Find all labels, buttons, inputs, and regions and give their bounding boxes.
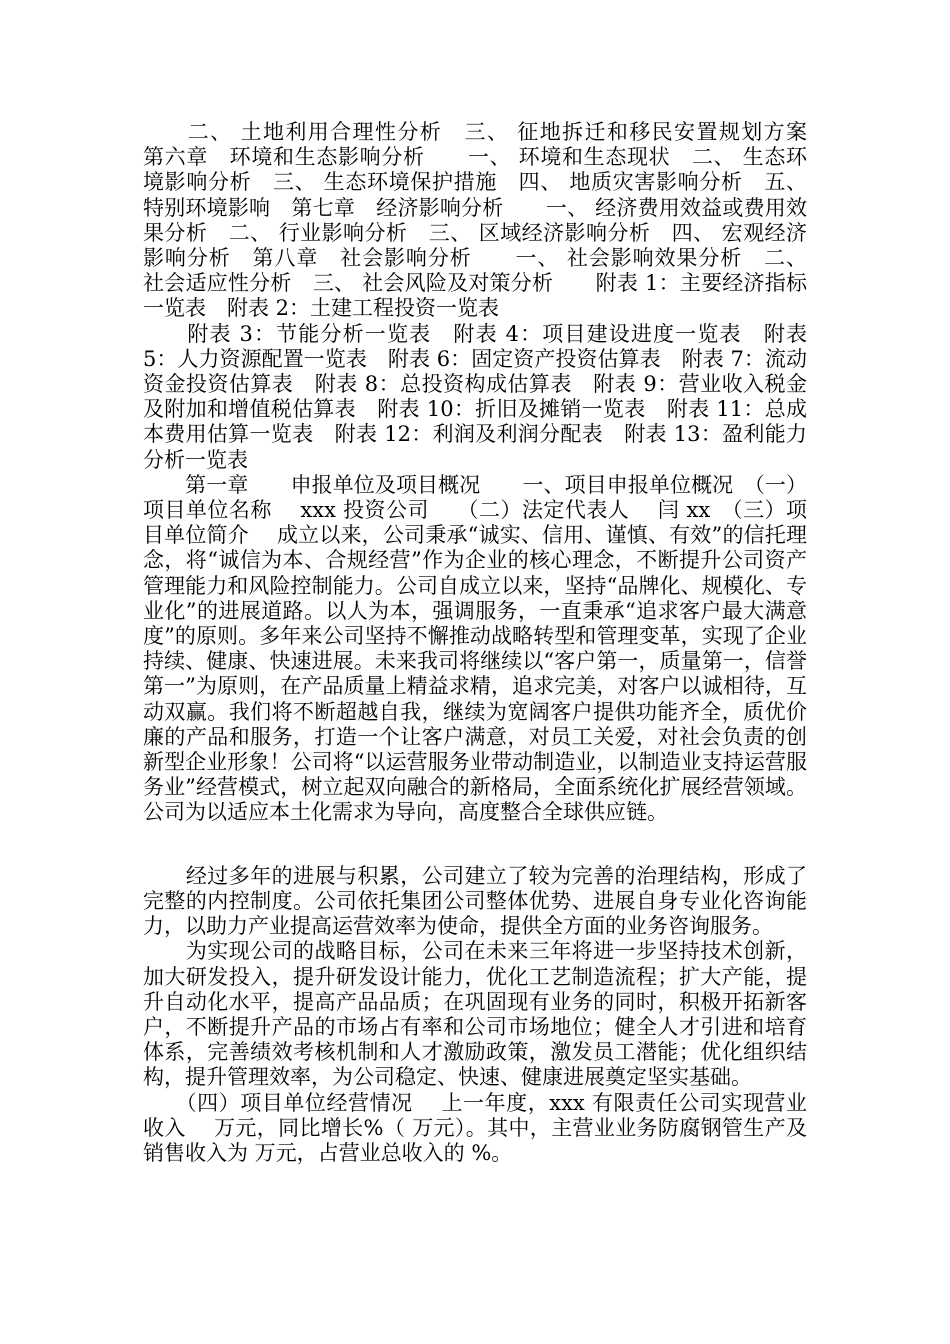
operations-paragraph: （四）项目单位经营情况 上一年度，xxx 有限责任公司实现营业收入 万元，同比增长%（ 万元）。其中，主营业业务防腐钢管生产及销售收入为 万元，占营业总收入的 %。 <box>143 1090 807 1165</box>
document-body <box>143 120 828 1166</box>
company-intro-paragraph: 第一章 申报单位及项目概况 一、项目申报单位概况 （一）项目单位名称 xxx 投资公司 （二）法定代表人 闫 xx （三）项目单位简介 成立以来，公司秉承“诚实、信用、谨慎、有效”的信托理念，将“诚信为本、合规经营”作为企业的核心理念，不断提升公司资产管理能力和风险控制能力。公司自成立以来，坚持“品牌化、规模化、专业化”的进展道路。以人为本，强调服务，一直秉承“追求客户最大满意度”的原则。多年来公司坚持不懈推动战略转型和管理变革，实现了企业持续、健康、快速进展。未来我司将继续以“客户第一，质量第一，信誉第一”为原则，在产品质量上精益求精，追求完美，对客户以诚相待，互动双赢。我们将不断超越自我，继续为宽阔客户提供功能齐全，质优价廉的产品和服务，打造一个让客户满意，对员工关爱，对社会负责的创新型企业形象！公司将“以运营服务业带动制造业，以制造业支持运营服务业”经营模式，树立起双向融合的新格局，全面系统化扩展经营领域。公司为以适应本土化需求为导向，高度整合全球供应链。 <box>143 472 807 825</box>
paragraph-gap <box>143 826 807 864</box>
strategy-paragraph: 为实现公司的战略目标，公司在未来三年将进一步坚持技术创新，加大研发投入，提升研发设计能力，优化工艺制造流程；扩大产能，提升自动化水平，提高产品品质；在巩固现有业务的同时，积极开拓新客户，不断提升产品的市场占有率和公司市场地位；健全人才引进和培育体系，完善绩效考核机制和人才激励政策，激发员工潜能；优化组织结构，提升管理效率，为公司稳定、快速、健康进展奠定坚实基础。 <box>143 939 807 1090</box>
toc-paragraph: 二、 土地利用合理性分析 三、 征地拆迁和移民安置规划方案 第六章 环境和生态影响分析 一、 环境和生态现状 二、 生态环境影响分析 三、 生态环境保护措施 四、 地质灾害影响分析 五、 特别环境影响 第七章 经济影响分析 一、 经济费用效益或费用效果分析 二、 行业影响分析 三、 区域经济影响分析 四、 宏观经济影响分析 第八章 社会影响分析 一、 社会影响效果分析 二、 社会适应性分析 三、 社会风险及对策分析 附表 1：主要经济指标一览表 附表 2：土建工程投资一览表 <box>143 120 828 321</box>
appendix-list-paragraph: 附表 3：节能分析一览表 附表 4：项目建设进度一览表 附表 5：人力资源配置一览表 附表 6：固定资产投资估算表 附表 7：流动资金投资估算表 附表 8：总投资构成估算表 附表 9：营业收入税金及附加和增值税估算表 附表 10：折旧及摊销一览表 附表 11：总成本费用估算一览表 附表 12：利润及利润分配表 附表 13：盈利能力分析一览表 <box>143 321 807 472</box>
governance-paragraph: 经过多年的进展与积累，公司建立了较为完善的治理结构，形成了完整的内控制度。公司依托集团公司整体优势、进展自身专业化咨询能力，以助力产业提高运营效率为使命，提供全方面的业务咨询服务。 <box>143 863 807 939</box>
